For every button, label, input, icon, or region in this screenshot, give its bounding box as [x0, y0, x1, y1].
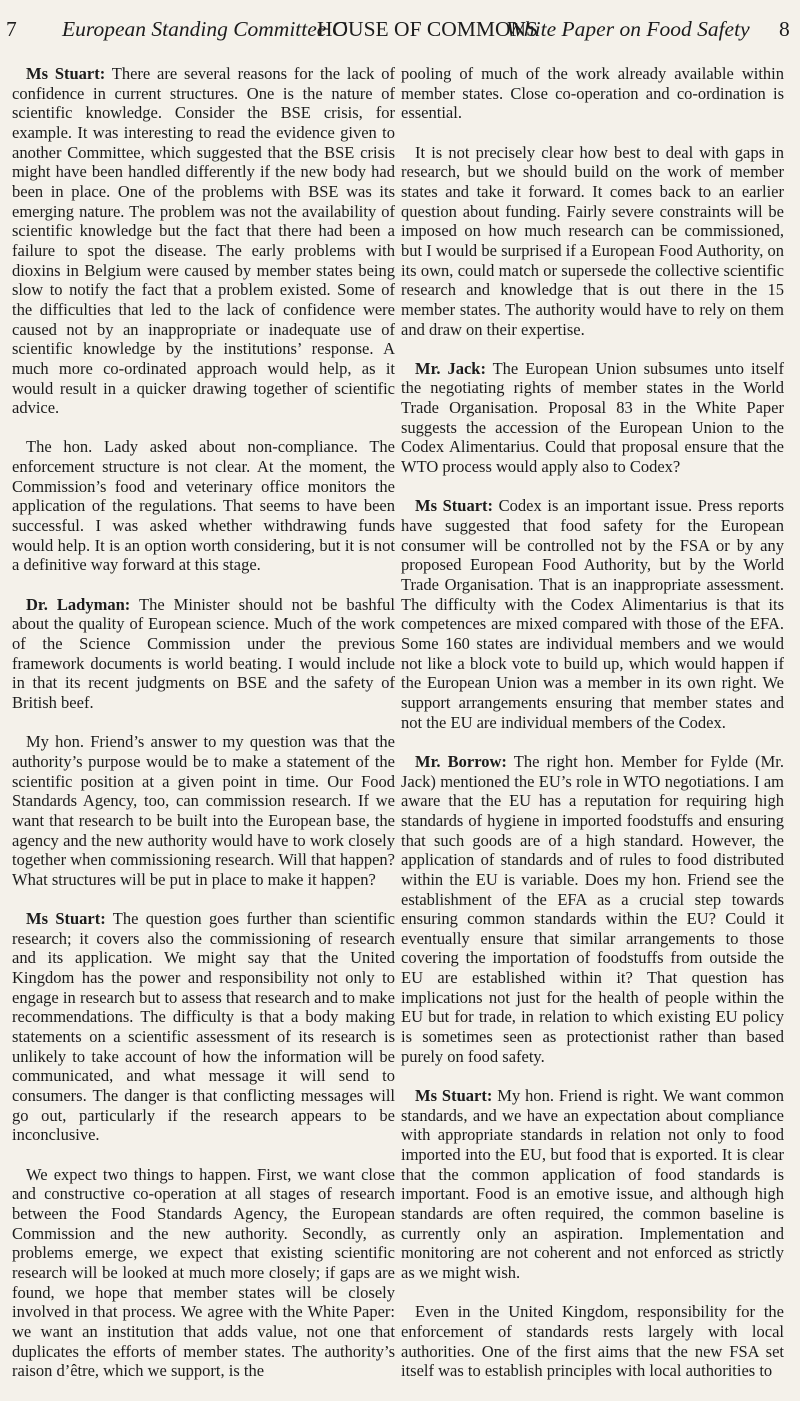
- paragraph-text: pooling of much of the work already available within member states. Close co-operation and co-ordination is essential.: [401, 64, 784, 123]
- paragraph-text: Codex is an important issue. Press reports have suggested that food safety for the European consumer will be controlled not by the FSA or by any proposed European Food Authority, but by the World Trade Organisation. That is an inappropriate assessment. The difficulty with the Codex Alimentarius is that its competences are mixed compared with those of the EFA. Some 160 states are individual members and we would not like a block vote to build up, which would happen if the European Union was a member in its own right. We support arrangements ensuring that member states and not the EU are individual members of the Codex.: [401, 496, 784, 732]
- right-column: [401, 64, 784, 1401]
- speaker-name: Mr. Borrow:: [415, 751, 507, 771]
- paragraph: [401, 1302, 784, 1381]
- paragraph: [401, 143, 784, 340]
- paragraph-text: It is not precisely clear how best to deal with gaps in research, but we should build on the work of member states and take it forward. It comes back to an earlier question about funding. Fairly severe constraints will be imposed on how much research can be commissioned, but I would be surprised if a European Food Authority, on its own, could match or supersede the collective scientific research and knowledge that is out there in the 15 member states. The authority would have to rely on them and draw on their expertise.: [401, 142, 784, 339]
- paragraph: [401, 496, 784, 732]
- left-page-number: 7: [6, 17, 17, 41]
- committee-name: European Standing Committee C: [62, 17, 347, 41]
- paragraph-text: Even in the United Kingdom, responsibility for the enforcement of standards rests largely with local authorities. One of the first aims that the new FSA set itself was to establish principles with local authorities to: [401, 1302, 784, 1381]
- paragraph: [12, 64, 395, 418]
- speaker-name: Dr. Ladyman:: [26, 594, 131, 614]
- paragraph-text: The question goes further than scientific research; it covers also the commissioning of research and its application. We might say that the United Kingdom has the power and responsibility not only to engage in research but to assess that research and to make recommendations. The difficulty is that a body making statements on a scientific assessment of its research is unlikely to take account of how the information will be communicated, and what message it will send to consumers. The danger is that conflicting messages will go out, particularly if the research appears to be inconclusive.: [12, 909, 395, 1145]
- paragraph: [401, 752, 784, 1067]
- paragraph: [12, 437, 395, 575]
- speaker-name: Ms Stuart:: [415, 496, 494, 516]
- paragraph-text: My hon. Friend is right. We want common standards, and we have an expectation about compliance with appropriate standards in relation not only to food imported into the EU, but food that is exported. It is clear that the common application of food standards is important. Food is an emotive issue, and although high standards are often required, the common baseline is currently only an aspiration. Implementation and monitoring are not coherent and not enforced as strictly as we might wish.: [401, 1086, 785, 1282]
- paragraph-text: There are several reasons for the lack of confidence in current structures. One is the nature of scientific knowledge. Consider the BSE crisis, for example. It was interesting to read the evidence given to another Committee, which suggested that the BSE crisis might have been handled differently if the new body had been in place. One of the problems with BSE was its emerging nature. The problem was not the availability of scientific knowledge but the fact that there had been a failure to spot the disease. The early problems with dioxins in Belgium were caused by member states being slow to notify the fact that a problem existed. Some of the difficulties that led to the lack of confidence were caused not by an inappropriate or inadequate use of scientific knowledge by the institutions’ response. A much more co-ordinated approach would help, as it would result in a quicker drawing together of scientific advice.: [12, 64, 395, 418]
- paragraph: [401, 359, 784, 477]
- speaker-name: Ms Stuart:: [26, 909, 106, 929]
- right-page-number: 8: [779, 17, 790, 41]
- left-column: [12, 64, 395, 1401]
- speaker-name: Ms Stuart:: [26, 64, 106, 83]
- paragraph-text: My hon. Friend’s answer to my question was that the authority’s purpose would be to make a statement of the scientific position at a given point in time. Our Food Standards Agency, too, can commission research. If we want that research to be built into the European base, the agency and the new authority would have to work closely together when commissioning research. Will that happen? What structures will be put in place to make it happen?: [12, 732, 395, 889]
- paragraph-text: The hon. Lady asked about non-compliance. The enforcement structure is not clear. At the moment, the Commission’s food and veterinary office monitors the application of the regulations. That seems to have been successful. I was asked whether withdrawing funds would help. It is an option worth considering, but it is not a definitive way forward at this stage.: [12, 437, 395, 575]
- paragraph: [12, 595, 395, 713]
- paragraph-text: The European Union subsumes unto itself the negotiating rights of member states in the World Trade Organisation. Proposal 83 in the White Paper suggests the accession of the European Union to the Codex Alimentarius. Could that proposal ensure that the WTO process would apply also to Codex?: [401, 358, 784, 477]
- paper-title: White Paper on Food Safety: [506, 17, 750, 41]
- paragraph-text: The right hon. Member for Fylde (Mr. Jack) mentioned the EU’s role in WTO negotiations. I am aware that the EU has a reputation for requiring high standards of hygiene in imported foodstuffs and ensuring that such goods are of a high standard. However, the application of standards and of rules to food distributed within the EU is variable. Does my hon. Friend see the establishment of the EFA as a crucial step towards ensuring common standards within the EU? Could it eventually ensure that similar arrangements to those covering the importation of foodstuffs from outside the EU are established within it? That question has implications not just for the health of people within the EU but for trade, in relation to which existing EU policy is sometimes seen as protectionist rather than based purely on food safety.: [401, 751, 784, 1066]
- paragraph: [401, 1086, 784, 1283]
- paragraph: [401, 64, 784, 123]
- speaker-name: Ms Stuart:: [415, 1086, 493, 1106]
- paragraph: [12, 909, 395, 1145]
- paragraph: [12, 1165, 395, 1381]
- paragraph-text: The Minister should not be bashful about the quality of European science. Much of the work of the Science Commission under the previous framework documents is world beating. I would include in that its recent judgments on BSE and the safety of British beef.: [12, 594, 395, 712]
- speaker-name: Mr. Jack:: [415, 358, 486, 378]
- page-header: [0, 0, 800, 58]
- paragraph-text: We expect two things to happen. First, we want close and constructive co-operation at all stages of research between the Food Standards Agency, the European Commission and the new authority. Secondly, as problems emerge, we expect that existing scientific research will be looked at much more closely; if gaps are found, we hope that member states will be closely involved in that process. We agree with the White Paper: we want an institution that adds value, not one that duplicates the efforts of member states. The authority’s raison d’être, which we support, is the: [12, 1164, 395, 1381]
- paragraph: [12, 732, 395, 889]
- house-name: HOUSE OF COMMONS: [317, 17, 539, 41]
